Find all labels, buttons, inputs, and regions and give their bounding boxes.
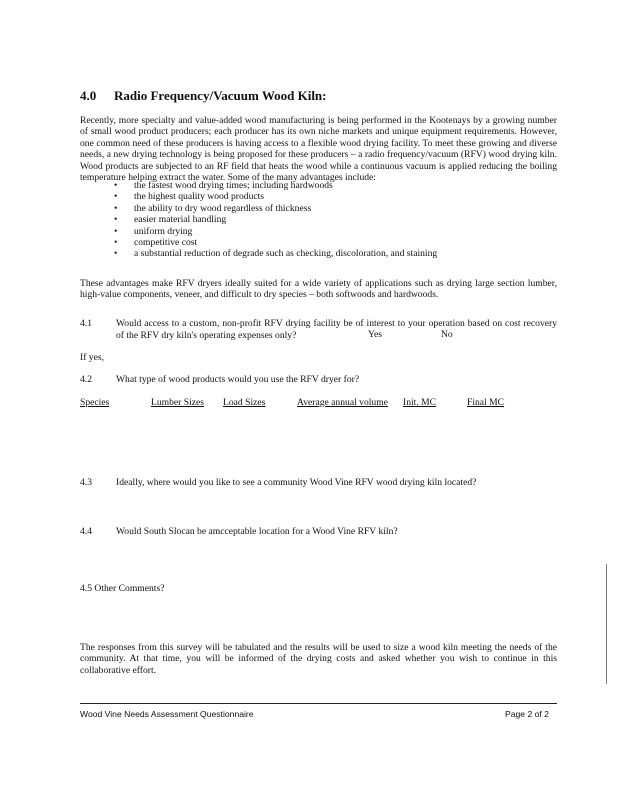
advantage-item: • the ability to dry wood regardless of thickness <box>114 203 437 214</box>
question-4-1-prompt: Would access to a custom, non-profit RFV drying facility be of interest to your operation based on cost recovery of the RFV dry kiln's operating expenses only? <box>116 318 557 341</box>
question-4-2-text: What type of wood products would you use the RFV dryer for? <box>116 374 360 385</box>
if-yes-label: If yes, <box>80 352 104 363</box>
question-4-4-text: Would South Slocan be amcceptable location for a Wood Vine RFV kiln? <box>116 526 398 537</box>
advantage-item: • easier material handling <box>114 214 437 225</box>
question-4-2-number: 4.2 <box>80 374 92 385</box>
footer-document-title: Wood Vine Needs Assessment Questionnaire <box>80 709 254 719</box>
footer-page-number: Page 2 of 2 <box>505 709 549 719</box>
section-title: Radio Frequency/Vacuum Wood Kiln: <box>114 88 327 103</box>
advantage-item: • competitive cost <box>114 237 437 248</box>
question-4-3-number: 4.3 <box>80 477 92 488</box>
column-header-final-mc: Final MC <box>467 397 505 408</box>
advantages-list <box>114 180 437 260</box>
advantage-item: • the highest quality wood products <box>114 191 437 202</box>
advantage-item: • uniform drying <box>114 226 437 237</box>
advantage-item: • the fastest wood drying times; including hardwoods <box>114 180 437 191</box>
footer-divider <box>80 703 557 704</box>
column-header-species: Species <box>80 397 110 408</box>
column-header-lumber-sizes: Lumber Sizes <box>151 397 205 408</box>
column-header-load-sizes: Load Sizes <box>223 397 266 408</box>
question-4-3-text: Ideally, where would you like to see a community Wood Vine RFV wood drying kiln located? <box>116 477 477 488</box>
column-header-init-mc: Init. MC <box>403 397 437 408</box>
question-4-4-number: 4.4 <box>80 526 92 537</box>
summary-paragraph: These advantages make RFV dryers ideally suited for a wide variety of applications such as drying large section lumber, high-value components, veneer, and difficult to dry species – both softwoods and hardwoods. <box>80 278 557 301</box>
question-4-5-text: 4.5 Other Comments? <box>80 583 165 594</box>
answer-yes-option[interactable]: Yes <box>368 329 382 340</box>
column-header-annual-volume: Average annual volume <box>297 397 388 408</box>
intro-paragraph: Recently, more specialty and value-added wood manufacturing is being performed in the Kootenays by a growing number of small wood product producers; each producer has its own niche markets and unique equipment requirements. However, one common need of these producers is having access to a flexible wood drying facility. To meet these growing and diverse needs, a new drying technology is being proposed for these producers – a radio frequency/vacuum (RFV) wood drying kiln. Wood products are subjected to an RF field that heats the wood while a continuous vacuum is applied reducing the boiling temperature helping extract the water. Some of the many advantages include: <box>80 115 557 184</box>
section-heading <box>80 88 327 104</box>
scan-margin-line <box>606 564 607 684</box>
question-4-1-text <box>116 318 557 341</box>
closing-paragraph: The responses from this survey will be tabulated and the results will be used to size a wood kiln meeting the needs of the community. At that time, you will be informed of the drying costs and asked whether you wish to continue in this collaborative effort. <box>80 642 557 676</box>
section-number: 4.0 <box>80 88 97 103</box>
answer-no-option[interactable]: No <box>441 329 453 340</box>
question-4-1-number: 4.1 <box>80 318 92 329</box>
advantage-item: • a substantial reduction of degrade such as checking, discoloration, and staining <box>114 248 437 259</box>
